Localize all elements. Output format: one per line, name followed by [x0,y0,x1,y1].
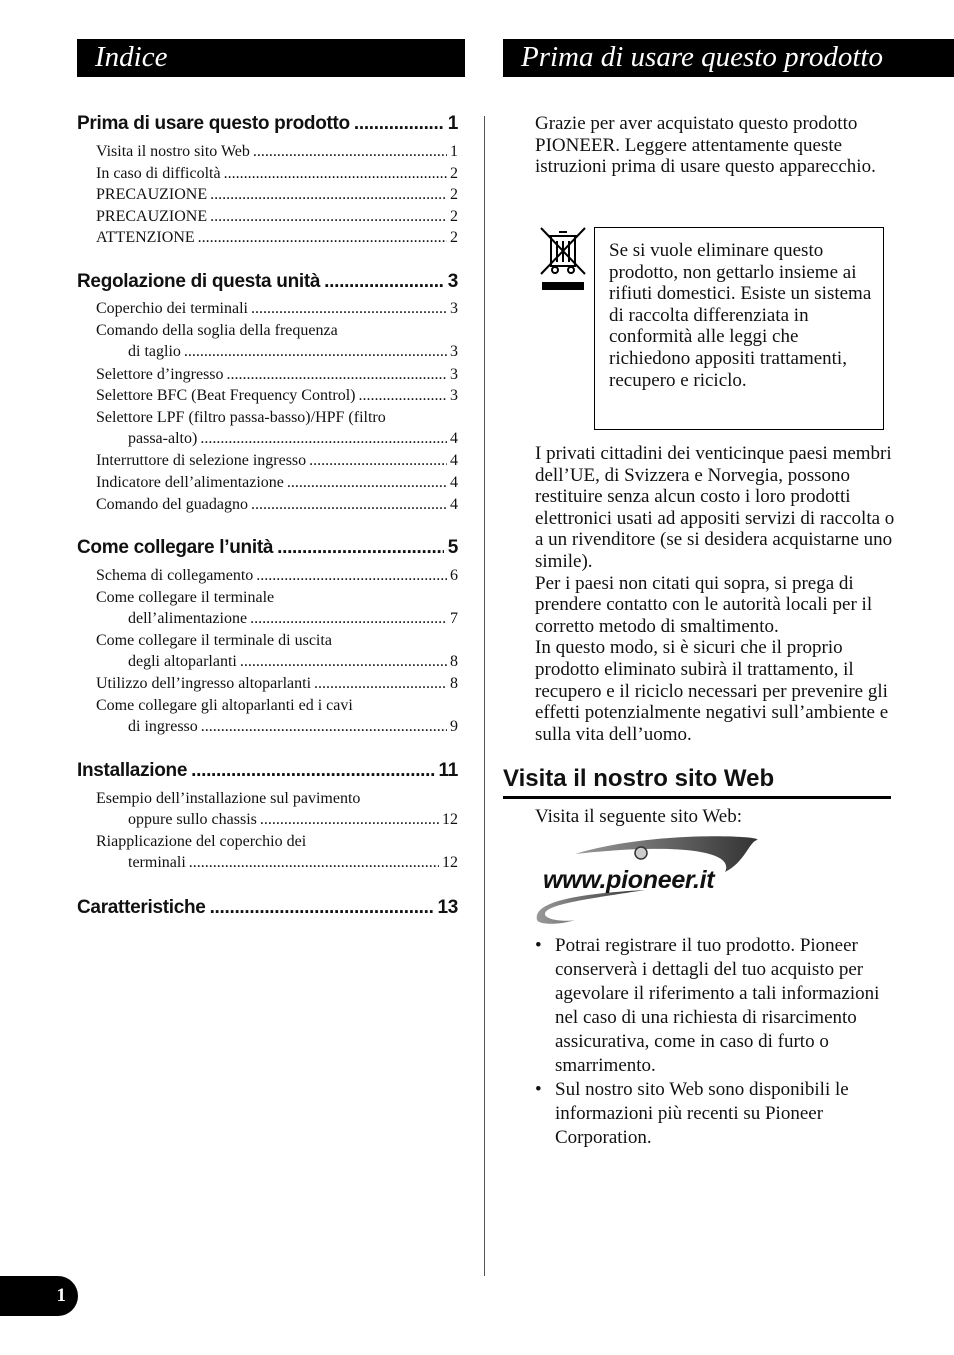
weee-details [535,443,895,745]
toc-entry[interactable]: Selettore LPF (filtro passa-basso)/HPF (filtro passa-alto) ..... 4 [96,407,458,449]
toc-section[interactable]: Come collegare l’unità ..... 5 [77,537,458,559]
toc-section[interactable]: Caratteristiche ..... 13 [77,897,458,919]
list-item: • Potrai registrare il tuo prodotto. Pioneer conserverà i dettagli del tuo acquisto per agevolare il riferimento a tali informazioni nel caso di una richiesta di risarcimento assicurativa, come in caso di furto o smarrimento. [535,935,880,1076]
toc-section[interactable]: Installazione ..... 11 [77,760,458,782]
toc-entry[interactable]: Visita il nostro sito Web ..... 1 [96,141,458,162]
logo-text: www.pioneer.it [543,866,715,894]
list-item: • Sul nostro sito Web sono disponibili le informazioni più recenti su Pioneer Corporation. [535,1079,849,1148]
toc-section[interactable]: Regolazione di questa unità ..... 3 [77,271,458,293]
toc-entry[interactable]: Selettore d’ingresso ..... 3 [96,364,458,385]
weee-paragraph: In questo modo, si è sicuri che il proprio prodotto eliminato subirà il trattamento, il recupero e il riciclo necessari per prevenire gli effetti potenzialmente negativi sull’ambiente e sulla vita dell’uomo. [535,637,889,745]
toc-section[interactable]: Prima di usare questo prodotto ..... 1 [77,113,458,135]
toc-entry[interactable]: PRECAUZIONE ..... 2 [96,206,458,227]
toc-entry[interactable]: Selettore BFC (Beat Frequency Control) ..... 3 [96,385,458,406]
site-intro: Visita il seguente sito Web: [535,806,743,827]
toc-entry[interactable]: Come collegare il terminale dell’alimentazione ..... 7 [96,587,458,629]
bullet-list [535,934,895,1150]
toc-entry[interactable]: Utilizzo dell’ingresso altoparlanti ..... 8 [96,673,458,694]
column-divider [484,116,485,1276]
toc-entry[interactable]: Esempio dell’installazione sul pavimento oppure sullo chassis ..... 12 [96,788,458,830]
toc-entry[interactable]: Coperchio dei terminali ..... 3 [96,298,458,319]
page-number: 1 [0,1276,78,1316]
toc-entry[interactable]: Schema di collegamento ..... 6 [96,565,458,586]
toc-entry[interactable]: Come collegare il terminale di uscita degli altoparlanti ..... 8 [96,630,458,672]
toc-entry[interactable]: Comando del guadagno ..... 4 [96,494,458,515]
toc-entry[interactable]: In caso di difficoltà ..... 2 [96,163,458,184]
toc-entry[interactable]: Indicatore dell’alimentazione ..... 4 [96,472,458,493]
toc-entry[interactable]: Interruttore di selezione ingresso ..... 4 [96,450,458,471]
weee-paragraph: I privati cittadini dei venticinque paesi membri dell’UE, di Svizzera e Norvegia, possono restituire senza alcun costo i loro prodotti elettronici usati ad appositi servizi di raccolta o a un rivenditore (se si desidera acquistarne uno simile). [535,443,895,572]
weee-paragraph: Per i paesi non citati qui sopra, si prega di prendere contatto con le autorità locali per il corretto metodo di smaltimento. [535,572,873,637]
toc-entry[interactable]: ATTENZIONE ..... 2 [96,227,458,248]
toc-entry[interactable]: Come collegare gli altoparlanti ed i cavi di ingresso ..... 9 [96,695,458,737]
toc-entry[interactable]: Riapplicazione del coperchio dei terminali ..... 12 [96,831,458,873]
toc-entry[interactable]: Comando della soglia della frequenza di taglio ..... 3 [96,320,458,362]
pioneer-website-logo[interactable] [535,832,765,927]
weee-notice-box: Se si vuole eliminare questo prodotto, non gettarlo insieme ai rifiuti domestici. Esiste un sistema di raccolta differenziata in conformità alle leggi che richiedono appositi trattamenti, recupero e riciclo. [594,227,884,430]
section-banner: Prima di usare questo prodotto [503,39,954,77]
intro-paragraph: Grazie per aver acquistato questo prodotto PIONEER. Leggere attentamente queste istruzioni prima di usare questo apparecchio. [535,113,876,178]
weee-bin-icon [537,226,589,292]
toc-entry[interactable]: PRECAUZIONE ..... 2 [96,184,458,205]
toc-banner: Indice [77,39,465,77]
section-heading: Visita il nostro sito Web [503,764,891,799]
